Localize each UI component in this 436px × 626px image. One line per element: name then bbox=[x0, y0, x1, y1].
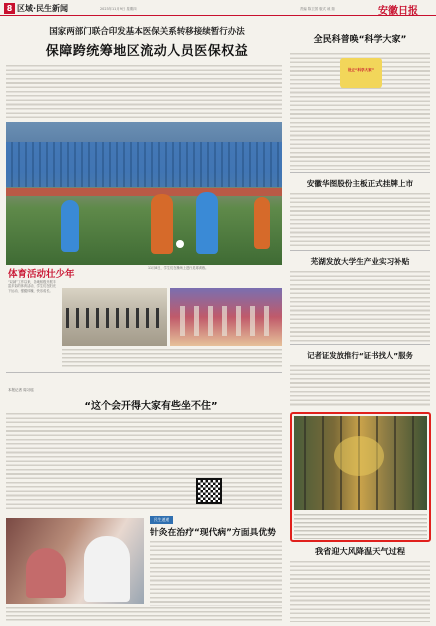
section-name: 区域·民生新闻 bbox=[17, 4, 69, 13]
right-top-image-text: 设立“科学大家” bbox=[347, 68, 375, 72]
lead-kicker: 国家两部门联合印发基本医保关系转移接续暂行办法 bbox=[49, 27, 245, 37]
masthead bbox=[0, 0, 436, 16]
byline: 本报记者 周习瑶 bbox=[8, 388, 34, 392]
story3-body bbox=[290, 364, 430, 408]
stand-seats bbox=[6, 142, 282, 187]
photo-caption-lines bbox=[6, 606, 282, 622]
player-blue-1 bbox=[196, 192, 218, 254]
health-body bbox=[150, 540, 282, 606]
lead-headline: 保障跨统筹地区流动人员医保权益 bbox=[45, 44, 249, 59]
story-people-heading: “这个会开得大家有些坐不住” bbox=[84, 401, 218, 412]
forest-caption bbox=[294, 513, 427, 539]
soccer-ball bbox=[176, 240, 184, 248]
gym-figures bbox=[180, 306, 272, 336]
right-top-image bbox=[340, 58, 382, 88]
photo-feature-body: “双减”工作以来，各地积极开展丰富多彩的体育活动，学生们在阳光下运动，强健体魄，快乐成长。 bbox=[8, 280, 56, 293]
qr-code-icon bbox=[196, 478, 222, 504]
health-heading: 针灸在治疗“现代病”方面具优势 bbox=[150, 528, 276, 538]
page-number-badge: 8 bbox=[4, 3, 15, 14]
story3-heading: 记者证发放推行“证书找人”服务 bbox=[307, 351, 413, 360]
photo-feature-label: 体育活动壮少年 bbox=[8, 269, 75, 280]
photo-feature-caption: 11月8日，学生们在操场上进行足球训练。 bbox=[148, 266, 209, 270]
stadium-photo bbox=[6, 122, 282, 265]
small-photos-captions bbox=[62, 348, 282, 368]
right-top-heading: 全民科普唤“科学大家” bbox=[313, 35, 407, 45]
track-lane bbox=[6, 188, 282, 196]
date-line: 2023年11月9日 星期四 bbox=[100, 7, 137, 11]
golden-foliage bbox=[334, 436, 384, 476]
small-photo-exercise bbox=[62, 288, 167, 346]
story2-heading: 芜湖发放大学生产业实习补贴 bbox=[310, 257, 410, 266]
acupuncture-photo bbox=[6, 518, 144, 604]
story2-body bbox=[290, 270, 430, 342]
bottom-right-heading: 我省迎大风降温天气过程 bbox=[314, 546, 406, 556]
player-blue-2 bbox=[61, 200, 79, 252]
health-badge: 民生速递 bbox=[150, 516, 173, 524]
story1-body bbox=[290, 192, 430, 248]
editor-line: 责编 陈卫国 版式 戚 瑞 bbox=[300, 7, 335, 11]
paper-name: 安徽日报 bbox=[378, 6, 418, 17]
forest-photo bbox=[294, 416, 427, 510]
player-red-2 bbox=[254, 197, 270, 249]
player-red bbox=[151, 194, 173, 254]
doctor bbox=[84, 536, 130, 602]
students-row bbox=[66, 308, 163, 328]
story1-heading: 安徽华图股份主板正式挂牌上市 bbox=[306, 179, 414, 188]
forest-photo-frame[interactable] bbox=[290, 412, 431, 542]
small-photo-gym bbox=[170, 288, 282, 346]
story-people-body bbox=[6, 412, 282, 510]
bottom-right-body bbox=[290, 560, 430, 622]
lead-body-text bbox=[6, 64, 282, 120]
patient bbox=[26, 548, 66, 598]
